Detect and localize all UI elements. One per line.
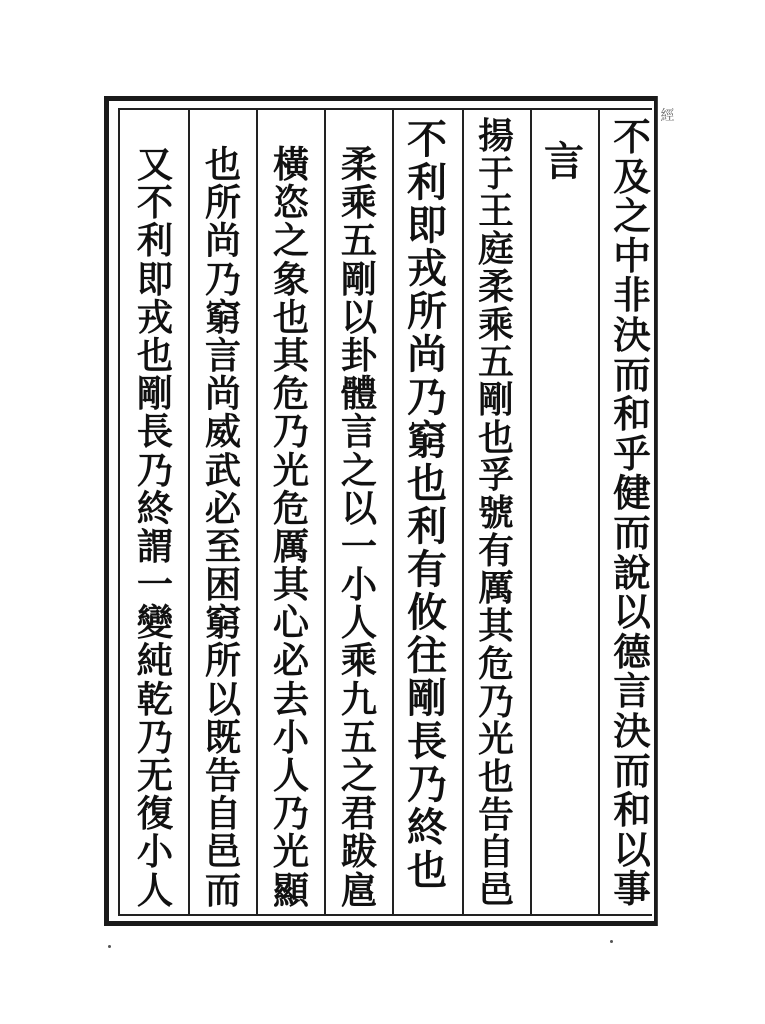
- glyph: 九: [340, 677, 378, 721]
- glyph: 之: [613, 194, 651, 239]
- glyph: 于: [478, 152, 514, 195]
- glyph: 必: [272, 639, 310, 683]
- glyph: 五: [340, 715, 378, 759]
- glyph: 乃: [478, 680, 514, 723]
- glyph: 乘: [478, 303, 514, 346]
- glyph: 人: [272, 754, 310, 797]
- glyph: 既: [204, 715, 242, 759]
- margin-note: 經: [660, 108, 675, 124]
- glyph: 剛: [340, 257, 378, 301]
- glyph: 乃: [407, 761, 447, 808]
- glyph: 戎: [136, 295, 174, 339]
- glyph: 一: [136, 563, 174, 607]
- glyph: 窮: [204, 295, 242, 339]
- glyph: 之: [272, 219, 310, 263]
- glyph: 去: [272, 677, 310, 721]
- glyph: 之: [340, 448, 378, 492]
- glyph: 以: [613, 827, 651, 872]
- glyph: 危: [478, 642, 514, 685]
- text-column-3: [466, 115, 526, 912]
- glyph: 所: [204, 181, 242, 225]
- column-divider: [530, 108, 532, 916]
- glyph: 其: [272, 333, 310, 377]
- glyph: 變: [136, 601, 174, 645]
- glyph: 戎: [407, 245, 447, 292]
- glyph: 德: [613, 629, 651, 674]
- glyph: 和: [613, 788, 651, 833]
- glyph: 所: [204, 639, 242, 683]
- glyph: 言: [204, 333, 242, 377]
- glyph: 乃: [407, 374, 447, 421]
- glyph: 往: [407, 632, 447, 679]
- glyph: 以: [340, 486, 378, 530]
- glyph: 有: [407, 546, 447, 593]
- glyph: 小: [136, 830, 174, 874]
- glyph: 以: [340, 295, 378, 339]
- glyph: 及: [613, 154, 651, 199]
- text-column-4: [397, 118, 457, 892]
- glyph: 利: [407, 503, 447, 550]
- column-divider: [188, 108, 190, 916]
- text-column-2: [534, 140, 594, 183]
- glyph: 自: [204, 792, 242, 836]
- glyph: 柔: [478, 265, 514, 308]
- glyph: 乃: [204, 257, 242, 301]
- glyph: 窮: [204, 601, 242, 645]
- glyph: 乃: [136, 715, 174, 759]
- glyph: 剛: [136, 372, 174, 416]
- glyph: 武: [204, 448, 242, 492]
- glyph: 乃: [272, 410, 310, 454]
- glyph: 說: [613, 550, 651, 595]
- column-divider: [324, 108, 326, 916]
- glyph: 剛: [407, 675, 447, 722]
- glyph: 乘: [340, 639, 378, 683]
- glyph: 邑: [478, 869, 514, 912]
- column-divider: [392, 108, 394, 916]
- glyph: 尚: [204, 372, 242, 416]
- glyph: 剛: [478, 378, 514, 421]
- glyph: 邑: [204, 830, 242, 874]
- glyph: 厲: [478, 567, 514, 610]
- glyph: 也: [478, 755, 514, 798]
- glyph: 困: [204, 563, 242, 607]
- glyph: 利: [136, 219, 174, 263]
- glyph: 五: [478, 341, 514, 384]
- glyph: 橫: [272, 143, 310, 186]
- glyph: 非: [613, 273, 651, 318]
- glyph: 乎: [613, 431, 651, 476]
- glyph: 光: [272, 448, 310, 492]
- glyph: 庭: [478, 228, 514, 271]
- glyph: 君: [340, 792, 378, 836]
- ink-speck: [610, 940, 613, 943]
- glyph: 以: [613, 590, 651, 635]
- glyph: 不: [613, 115, 651, 159]
- glyph: 終: [407, 804, 447, 851]
- glyph: 柔: [340, 143, 378, 186]
- glyph: 尚: [204, 219, 242, 263]
- glyph: 體: [340, 372, 378, 416]
- glyph: 厲: [272, 524, 310, 568]
- glyph: 健: [613, 471, 651, 516]
- text-column-1: [602, 115, 662, 912]
- glyph: 也: [272, 295, 310, 339]
- glyph: 必: [204, 486, 242, 530]
- glyph: 復: [136, 792, 174, 836]
- glyph: 无: [136, 754, 174, 797]
- glyph: 謂: [136, 524, 174, 568]
- glyph: 人: [136, 868, 174, 912]
- glyph: 乃: [136, 448, 174, 492]
- ink-speck: [108, 945, 111, 948]
- glyph: 也: [204, 143, 242, 186]
- glyph: 光: [272, 830, 310, 874]
- glyph: 而: [204, 868, 242, 912]
- glyph: 也: [407, 460, 447, 507]
- column-divider: [598, 108, 600, 916]
- glyph: 又: [136, 143, 174, 186]
- glyph: 長: [407, 718, 447, 765]
- glyph: 即: [407, 202, 447, 249]
- glyph: 象: [272, 257, 310, 301]
- glyph: 以: [204, 677, 242, 721]
- glyph: 乾: [136, 677, 174, 721]
- glyph: 光: [478, 718, 514, 761]
- text-column-5: [329, 143, 389, 912]
- glyph: 終: [136, 486, 174, 530]
- glyph: 小: [272, 715, 310, 759]
- glyph: 危: [272, 372, 310, 416]
- glyph: 言: [340, 410, 378, 454]
- glyph: 事: [613, 867, 651, 912]
- glyph: 即: [136, 257, 174, 301]
- glyph: 心: [272, 601, 310, 645]
- glyph: 不: [136, 181, 174, 225]
- glyph: 王: [478, 190, 514, 233]
- glyph: 乘: [340, 181, 378, 225]
- glyph: 卦: [340, 333, 378, 377]
- glyph: 攸: [407, 589, 447, 636]
- glyph: 有: [478, 529, 514, 572]
- glyph: 至: [204, 524, 242, 568]
- glyph: 恣: [272, 181, 310, 225]
- glyph: 五: [340, 219, 378, 263]
- glyph: 危: [272, 486, 310, 530]
- glyph: 小: [340, 563, 378, 607]
- glyph: 揚: [478, 115, 514, 157]
- column-divider: [462, 108, 464, 916]
- text-column-6: [261, 143, 321, 912]
- glyph: 言: [613, 669, 651, 714]
- glyph: 顯: [272, 868, 310, 912]
- glyph: 長: [136, 410, 174, 454]
- glyph: 也: [407, 847, 447, 894]
- glyph: 所: [407, 288, 447, 335]
- glyph: 一: [340, 524, 378, 568]
- glyph: 跋: [340, 830, 378, 874]
- glyph: 言: [544, 138, 584, 185]
- glyph: 而: [613, 748, 651, 793]
- glyph: 告: [204, 754, 242, 797]
- glyph: 之: [340, 754, 378, 797]
- glyph: 不: [407, 116, 447, 163]
- glyph: 號: [478, 492, 514, 535]
- glyph: 人: [340, 601, 378, 645]
- glyph: 威: [204, 410, 242, 454]
- text-column-7: [193, 143, 253, 912]
- glyph: 和: [613, 392, 651, 437]
- glyph: 也: [136, 333, 174, 377]
- glyph: 而: [613, 510, 651, 555]
- column-divider: [256, 108, 258, 916]
- glyph: 扈: [340, 868, 378, 912]
- glyph: 乃: [272, 792, 310, 836]
- glyph: 決: [613, 708, 651, 753]
- glyph: 告: [478, 793, 514, 836]
- glyph: 決: [613, 312, 651, 357]
- glyph: 純: [136, 639, 174, 683]
- glyph: 尚: [407, 331, 447, 378]
- glyph: 也: [478, 416, 514, 459]
- glyph: 自: [478, 831, 514, 874]
- glyph: 而: [613, 352, 651, 397]
- glyph: 利: [407, 159, 447, 206]
- glyph: 其: [272, 563, 310, 607]
- text-column-8: [125, 143, 185, 912]
- glyph: 中: [613, 233, 651, 278]
- glyph: 其: [478, 605, 514, 648]
- glyph: 孚: [478, 454, 514, 497]
- glyph: 窮: [407, 417, 447, 464]
